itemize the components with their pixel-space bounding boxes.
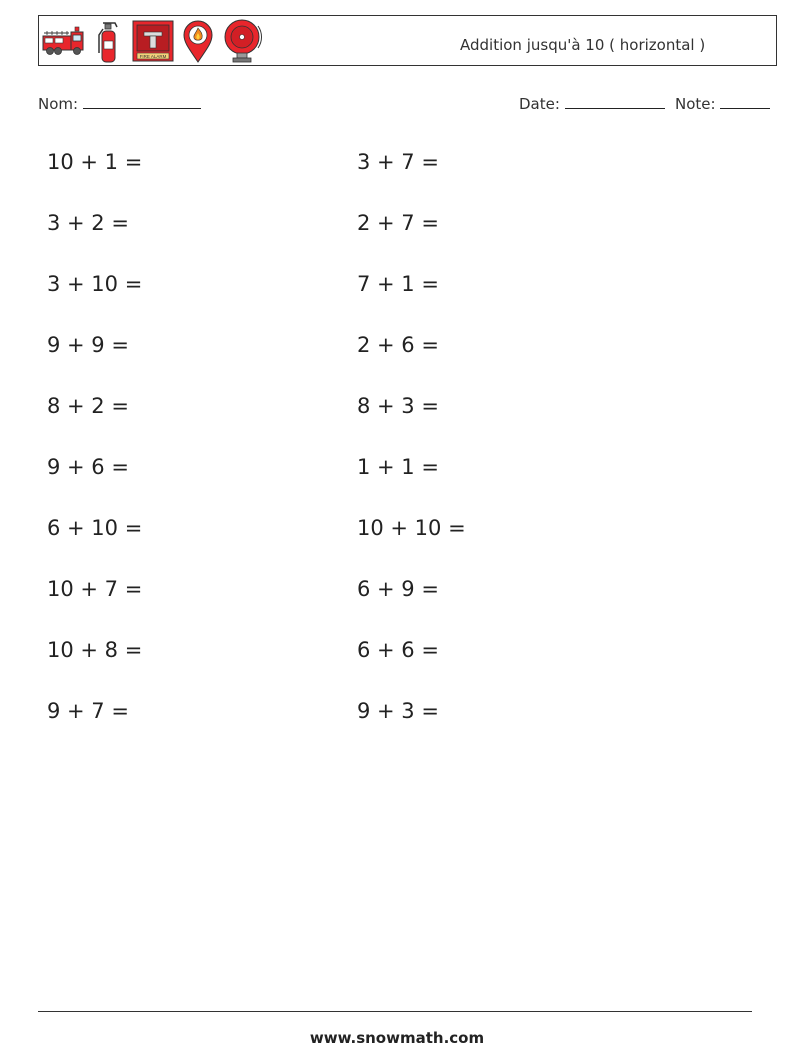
worksheet-title: Addition jusqu'à 10 ( horizontal ) — [460, 36, 706, 54]
problem: 3 + 10 = — [47, 272, 143, 296]
date-label: Date: — [519, 95, 560, 113]
footer-website: www.snowmath.com — [309, 1029, 485, 1047]
worksheet-header — [38, 15, 777, 66]
grade-label: Note: — [675, 95, 716, 113]
problem: 3 + 7 = — [357, 150, 439, 174]
problem: 9 + 7 = — [47, 699, 129, 723]
fire-truck-icon — [41, 24, 85, 58]
problem: 1 + 1 = — [357, 455, 439, 479]
grade-field — [675, 94, 770, 113]
problem: 9 + 3 = — [357, 699, 439, 723]
problem: 2 + 6 = — [357, 333, 439, 357]
date-blank[interactable] — [565, 94, 665, 109]
problem: 9 + 9 = — [47, 333, 129, 357]
name-field — [38, 94, 201, 113]
alarm-box-text: FIRE ALARM — [139, 54, 167, 59]
fire-alarm-box-icon — [132, 20, 174, 62]
problem: 8 + 3 = — [357, 394, 439, 418]
problem: 10 + 7 = — [47, 577, 143, 601]
fire-location-pin-icon — [182, 20, 214, 64]
problem: 3 + 2 = — [47, 211, 129, 235]
date-field — [519, 94, 665, 113]
problem: 10 + 1 = — [47, 150, 143, 174]
problem: 10 + 10 = — [357, 516, 466, 540]
problem: 10 + 8 = — [47, 638, 143, 662]
problem: 6 + 10 = — [47, 516, 143, 540]
problem: 7 + 1 = — [357, 272, 439, 296]
problem: 6 + 9 = — [357, 577, 439, 601]
alarm-bell-icon — [222, 18, 264, 64]
footer-divider — [38, 1011, 752, 1012]
problem: 2 + 7 = — [357, 211, 439, 235]
problem: 8 + 2 = — [47, 394, 129, 418]
grade-blank[interactable] — [720, 94, 770, 109]
name-blank[interactable] — [83, 94, 201, 109]
problem: 9 + 6 = — [47, 455, 129, 479]
fire-extinguisher-icon — [95, 19, 121, 64]
problem: 6 + 6 = — [357, 638, 439, 662]
name-label: Nom: — [38, 95, 79, 113]
